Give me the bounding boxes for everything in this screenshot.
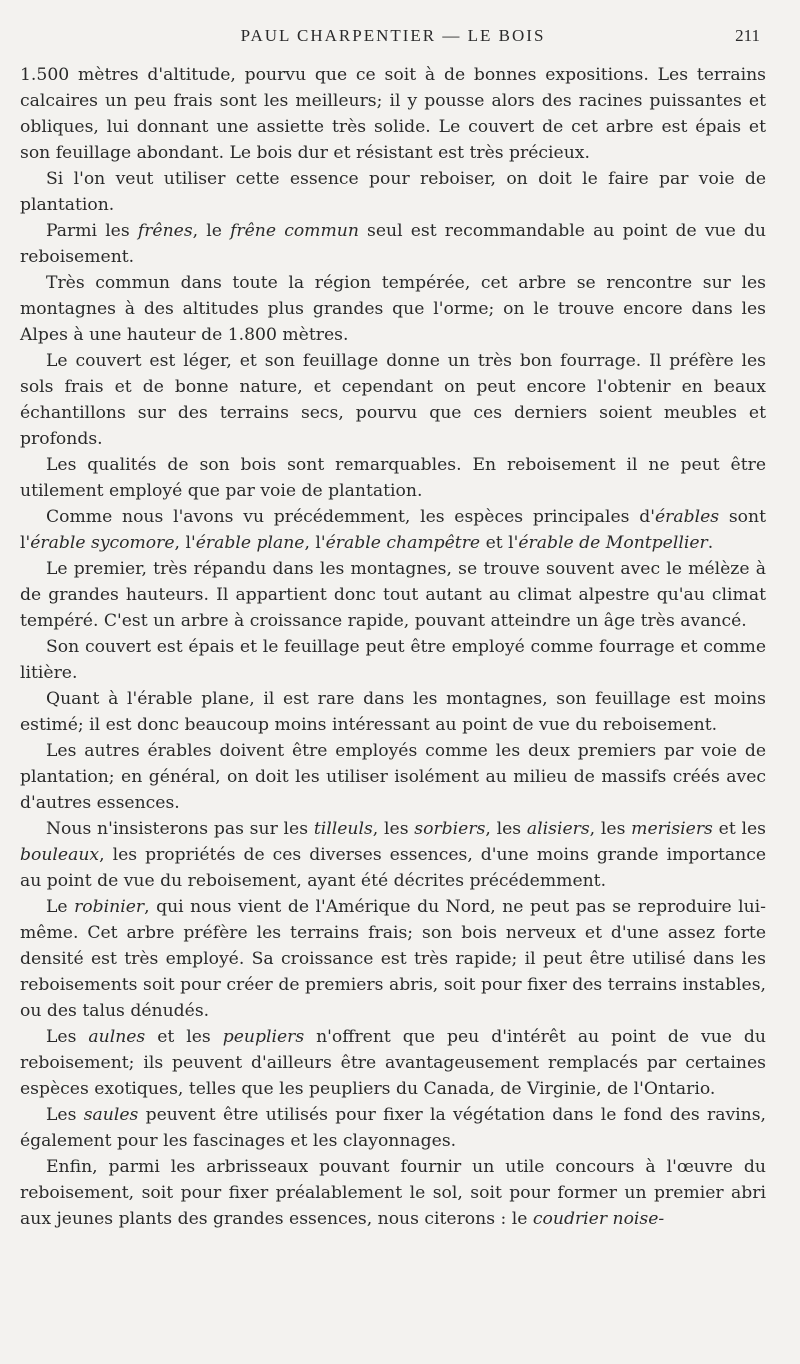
italic-term: robinier [74,897,145,917]
italic-term: frênes [137,221,193,241]
page-number: 211 [735,26,760,45]
italic-term: coudrier noise- [532,1209,665,1229]
text-run: Les [46,1027,89,1047]
italic-term: bouleaux [20,845,100,865]
text-run: Parmi les [46,221,138,241]
text-run: , les [589,819,632,839]
italic-term: saules [83,1105,139,1125]
paragraph [20,504,766,556]
paragraph [20,452,766,504]
text-run: Le premier, très répandu dans les montagnes, se trouve souvent avec le mélèze à de grandes hauteurs. Il appartient donc tout autant au climat alpestre qu'au climat tempéré. C'est un arbre à croissance rapide, pouvant atteindre un âge très avancé. [20,559,766,631]
text-run: Les [46,1105,84,1125]
paragraph [20,62,766,166]
italic-term: peupliers [222,1027,305,1047]
italic-term: frêne commun [230,221,359,241]
paragraph [20,738,766,816]
text-run: Comme nous l'avons vu précédemment, les espèces principales d' [46,507,655,527]
text-run: Le couvert est léger, et son feuillage donne un très bon fourrage. Il préfère les sols frais et de bonne nature, et cependant on peut encore l'obtenir en beaux échantillons sur des terrains secs, pourvu que ces derniers soient meubles et profonds. [20,351,766,449]
text-run: peuvent être utilisés pour fixer la végétation dans le fond des ravins, également pour les fascinages et les clayonnages. [20,1105,767,1151]
paragraph [20,270,766,348]
text-run: , l' [304,533,326,553]
text-run: , l' [174,533,196,553]
paragraph [20,634,766,686]
text-run: , les [485,819,527,839]
italic-term: érables [654,507,720,527]
text-run: et les [145,1027,223,1047]
paragraph [20,556,766,634]
text-run: et l' [480,533,519,553]
italic-term: aulnes [88,1027,146,1047]
italic-term: érable champêtre [325,533,481,553]
text-run: Les autres érables doivent être employés comme les deux premiers par voie de plantation; en général, on doit les utiliser isolément au milieu de massifs créés avec d'autres essences. [20,741,766,813]
text-run: sont l' [20,507,767,553]
text-run: , qui nous vient de l'Amérique du Nord, ne peut pas se reproduire lui-même. Cet arbre préfère les terrains frais; son bois nerveux et d'une assez forte densité est très employé. Sa croissance est très rapide; il peut être utilisé dans les reboisements soit pour créer de premiers abris, soit pour fixer des terrains instables, ou des talus dénudés. [20,897,766,1021]
text-run: seul est recommandable au point de vue du reboisement. [20,221,767,267]
paragraph [20,686,766,738]
text-run: . [707,533,714,553]
text-run: Les qualités de son bois sont remarquables. En reboisement il ne peut être utilement employé que par voie de plantation. [20,455,766,501]
text-run: Quant à l'érable plane, il est rare dans les montagnes, son feuillage est moins estimé; il est donc beaucoup moins intéressant au point de vue du reboisement. [20,689,766,735]
running-title: PAUL CHARPENTIER — LE BOIS [240,26,546,45]
text-run: n'offrent que peu d'intérêt au point de vue du reboisement; ils peuvent d'ailleurs être avantageusement remplacés par certaines espèces exotiques, telles que les peupliers du Canada, de Virginie, de l'Ontario. [20,1027,766,1099]
text-run: Son couvert est épais et le feuillage peut être employé comme fourrage et comme litière. [20,637,766,683]
paragraph [20,1154,766,1232]
italic-term: alisiers [526,819,590,839]
text-run: , le [192,221,231,241]
paragraph [20,1024,766,1102]
text-run: Si l'on veut utiliser cette essence pour reboiser, on doit le faire par voie de plantation. [20,169,766,215]
italic-term: merisiers [631,819,713,839]
italic-term: érable de Montpellier [518,533,708,553]
italic-term: tilleuls [313,819,373,839]
text-run: 1.500 mètres d'altitude, pourvu que ce soit à de bonnes expositions. Les terrains calcaires un peu frais sont les meilleurs; il y pousse alors des racines puissantes et obliques, lui donnant une assiette très solide. Le couvert de cet arbre est épais et son feuillage abondant. Le bois dur et résistant est très précieux. [20,65,766,163]
text-run: et les [712,819,766,839]
italic-term: sorbiers [414,819,486,839]
paragraph [20,1102,766,1154]
paragraph [20,894,766,1024]
paragraph [20,348,766,452]
page-header [20,22,766,62]
text-run: Nous n'insisterons pas sur les [46,819,314,839]
italic-term: érable sycomore [30,533,175,553]
paragraph [20,166,766,218]
body-text [20,62,766,1232]
italic-term: érable plane [195,533,305,553]
text-run: Enfin, parmi les arbrisseaux pouvant fournir un utile concours à l'œuvre du reboisement, soit pour fixer préalablement le sol, soit pour former un premier abri aux jeunes plants des grandes essences, nous citerons : le [20,1157,766,1229]
text-run: Le [46,897,75,917]
text-run: , les [372,819,415,839]
text-run: , les propriétés de ces diverses essences, d'une moins grande importance au point de vue du reboisement, ayant été décrites précédemment. [20,845,766,891]
paragraph [20,816,766,894]
text-run: Très commun dans toute la région tempérée, cet arbre se rencontre sur les montagnes à des altitudes plus grandes que l'orme; on le trouve encore dans les Alpes à une hauteur de 1.800 mètres. [20,273,766,345]
paragraph [20,218,766,270]
